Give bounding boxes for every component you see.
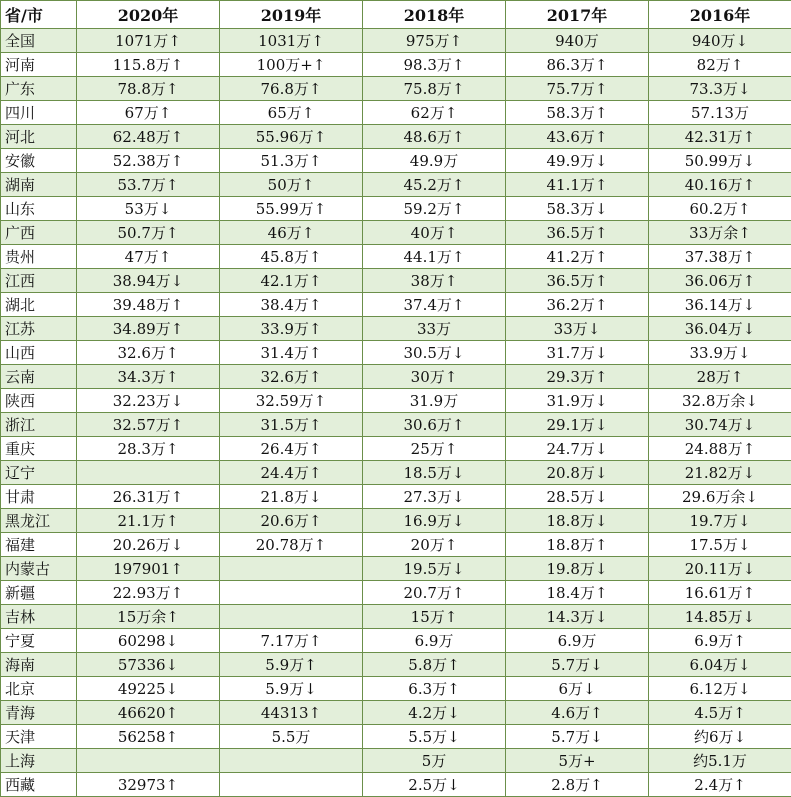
value-cell: 15万余↑ [77, 605, 220, 629]
value-cell: 86.3万↑ [506, 53, 649, 77]
header-year: 2018年 [363, 1, 506, 29]
value-cell: 32.6万↑ [77, 341, 220, 365]
value-cell: 52.38万↑ [77, 149, 220, 173]
value-cell: 29.1万↓ [506, 413, 649, 437]
value-cell: 32.57万↑ [77, 413, 220, 437]
value-cell: 940万 [506, 29, 649, 53]
value-cell: 6.9万 [506, 629, 649, 653]
value-cell: 53.7万↑ [77, 173, 220, 197]
value-cell [220, 581, 363, 605]
value-cell: 18.8万↓ [506, 509, 649, 533]
value-cell: 32973↑ [77, 773, 220, 797]
table-row [1, 77, 791, 101]
province-cell: 上海 [1, 749, 77, 773]
value-cell: 5万+ [506, 749, 649, 773]
value-cell: 2.5万↓ [363, 773, 506, 797]
table-row [1, 485, 791, 509]
value-cell: 20.26万↓ [77, 533, 220, 557]
value-cell: 5.8万↑ [363, 653, 506, 677]
value-cell: 45.8万↑ [220, 245, 363, 269]
value-cell: 4.5万↑ [649, 701, 791, 725]
value-cell: 67万↑ [77, 101, 220, 125]
value-cell: 30.6万↑ [363, 413, 506, 437]
value-cell: 43.6万↑ [506, 125, 649, 149]
value-cell: 约5.1万 [649, 749, 791, 773]
value-cell: 19.5万↓ [363, 557, 506, 581]
province-cell: 吉林 [1, 605, 77, 629]
value-cell: 29.6万余↓ [649, 485, 791, 509]
value-cell: 31.5万↑ [220, 413, 363, 437]
value-cell: 82万↑ [649, 53, 791, 77]
table-row [1, 533, 791, 557]
table-row [1, 629, 791, 653]
header-province: 省/市 [1, 1, 77, 29]
value-cell: 38.94万↓ [77, 269, 220, 293]
value-cell: 33万↓ [506, 317, 649, 341]
value-cell: 37.38万↑ [649, 245, 791, 269]
value-cell: 36.06万↑ [649, 269, 791, 293]
value-cell: 19.7万↓ [649, 509, 791, 533]
table-row [1, 413, 791, 437]
value-cell: 57336↓ [77, 653, 220, 677]
value-cell: 100万+↑ [220, 53, 363, 77]
value-cell: 46620↑ [77, 701, 220, 725]
table-row [1, 317, 791, 341]
value-cell: 32.23万↓ [77, 389, 220, 413]
table-row [1, 245, 791, 269]
value-cell: 42.31万↑ [649, 125, 791, 149]
value-cell: 55.96万↑ [220, 125, 363, 149]
value-cell: 115.8万↑ [77, 53, 220, 77]
value-cell: 31.9万↓ [506, 389, 649, 413]
value-cell: 5.9万↓ [220, 677, 363, 701]
value-cell: 24.88万↑ [649, 437, 791, 461]
header-year: 2019年 [220, 1, 363, 29]
value-cell: 57.13万 [649, 101, 791, 125]
value-cell: 7.17万↑ [220, 629, 363, 653]
value-cell: 33.9万↓ [649, 341, 791, 365]
value-cell: 62.48万↑ [77, 125, 220, 149]
value-cell: 17.5万↓ [649, 533, 791, 557]
value-cell: 50万↑ [220, 173, 363, 197]
province-cell: 安徽 [1, 149, 77, 173]
value-cell: 50.7万↑ [77, 221, 220, 245]
value-cell [220, 605, 363, 629]
province-cell: 河北 [1, 125, 77, 149]
value-cell: 21.82万↓ [649, 461, 791, 485]
value-cell: 4.2万↓ [363, 701, 506, 725]
table-row [1, 677, 791, 701]
table-row [1, 221, 791, 245]
value-cell: 27.3万↓ [363, 485, 506, 509]
province-cell: 青海 [1, 701, 77, 725]
value-cell: 65万↑ [220, 101, 363, 125]
value-cell: 15万↑ [363, 605, 506, 629]
province-cell: 内蒙古 [1, 557, 77, 581]
province-cell: 河南 [1, 53, 77, 77]
value-cell: 36.14万↓ [649, 293, 791, 317]
value-cell: 2.8万↑ [506, 773, 649, 797]
value-cell: 60298↓ [77, 629, 220, 653]
value-cell: 34.89万↑ [77, 317, 220, 341]
value-cell: 58.3万↑ [506, 101, 649, 125]
header-row [1, 1, 791, 29]
value-cell: 20.11万↓ [649, 557, 791, 581]
value-cell: 4.6万↑ [506, 701, 649, 725]
value-cell: 60.2万↑ [649, 197, 791, 221]
value-cell: 78.8万↑ [77, 77, 220, 101]
value-cell: 56258↑ [77, 725, 220, 749]
value-cell: 31.9万 [363, 389, 506, 413]
value-cell: 5.7万↓ [506, 653, 649, 677]
value-cell: 36.5万↑ [506, 221, 649, 245]
value-cell: 50.99万↓ [649, 149, 791, 173]
province-cell: 江西 [1, 269, 77, 293]
value-cell: 48.6万↑ [363, 125, 506, 149]
value-cell: 6.3万↑ [363, 677, 506, 701]
value-cell: 44.1万↑ [363, 245, 506, 269]
province-cell: 广西 [1, 221, 77, 245]
value-cell: 30万↑ [363, 365, 506, 389]
value-cell: 49225↓ [77, 677, 220, 701]
table-row [1, 509, 791, 533]
value-cell: 24.7万↓ [506, 437, 649, 461]
value-cell: 28.3万↑ [77, 437, 220, 461]
province-cell: 福建 [1, 533, 77, 557]
province-cell: 贵州 [1, 245, 77, 269]
value-cell: 36.04万↓ [649, 317, 791, 341]
value-cell: 975万↑ [363, 29, 506, 53]
table-body [1, 29, 791, 797]
value-cell: 59.2万↑ [363, 197, 506, 221]
value-cell: 28.5万↓ [506, 485, 649, 509]
table-row [1, 173, 791, 197]
value-cell [220, 749, 363, 773]
province-cell: 黑龙江 [1, 509, 77, 533]
value-cell: 20.6万↑ [220, 509, 363, 533]
value-cell [77, 749, 220, 773]
value-cell: 51.3万↑ [220, 149, 363, 173]
value-cell: 20.7万↑ [363, 581, 506, 605]
value-cell: 33万 [363, 317, 506, 341]
province-cell: 陕西 [1, 389, 77, 413]
value-cell: 940万↓ [649, 29, 791, 53]
value-cell: 19.8万↓ [506, 557, 649, 581]
province-cell: 天津 [1, 725, 77, 749]
value-cell: 44313↑ [220, 701, 363, 725]
value-cell: 45.2万↑ [363, 173, 506, 197]
value-cell: 53万↓ [77, 197, 220, 221]
value-cell: 6.04万↓ [649, 653, 791, 677]
value-cell: 40万↑ [363, 221, 506, 245]
table-row [1, 461, 791, 485]
table-row [1, 773, 791, 797]
province-cell: 北京 [1, 677, 77, 701]
value-cell: 36.5万↑ [506, 269, 649, 293]
table-row [1, 149, 791, 173]
value-cell: 47万↑ [77, 245, 220, 269]
value-cell: 14.3万↓ [506, 605, 649, 629]
table-row [1, 557, 791, 581]
value-cell: 5.5万↓ [363, 725, 506, 749]
table-row [1, 389, 791, 413]
province-cell: 湖南 [1, 173, 77, 197]
value-cell: 30.74万↓ [649, 413, 791, 437]
province-cell: 辽宁 [1, 461, 77, 485]
value-cell: 18.4万↑ [506, 581, 649, 605]
value-cell: 33万余↑ [649, 221, 791, 245]
value-cell: 73.3万↓ [649, 77, 791, 101]
province-cell: 江苏 [1, 317, 77, 341]
table-row [1, 365, 791, 389]
value-cell: 42.1万↑ [220, 269, 363, 293]
value-cell: 39.48万↑ [77, 293, 220, 317]
table-row [1, 29, 791, 53]
value-cell: 6.12万↓ [649, 677, 791, 701]
value-cell: 37.4万↑ [363, 293, 506, 317]
value-cell: 14.85万↓ [649, 605, 791, 629]
value-cell: 20.8万↓ [506, 461, 649, 485]
value-cell: 21.8万↓ [220, 485, 363, 509]
value-cell [220, 557, 363, 581]
table-row [1, 749, 791, 773]
value-cell: 30.5万↓ [363, 341, 506, 365]
table-row [1, 125, 791, 149]
value-cell: 6万↓ [506, 677, 649, 701]
value-cell: 40.16万↑ [649, 173, 791, 197]
province-cell: 海南 [1, 653, 77, 677]
province-cell: 山东 [1, 197, 77, 221]
table-row [1, 101, 791, 125]
table-row [1, 269, 791, 293]
value-cell: 29.3万↑ [506, 365, 649, 389]
table-row [1, 701, 791, 725]
value-cell: 31.7万↓ [506, 341, 649, 365]
table-row [1, 437, 791, 461]
value-cell: 21.1万↑ [77, 509, 220, 533]
value-cell: 约6万↓ [649, 725, 791, 749]
header-year: 2016年 [649, 1, 791, 29]
value-cell: 6.9万↑ [649, 629, 791, 653]
value-cell [220, 773, 363, 797]
value-cell: 5万 [363, 749, 506, 773]
value-cell: 5.7万↓ [506, 725, 649, 749]
value-cell: 20万↑ [363, 533, 506, 557]
value-cell: 41.2万↑ [506, 245, 649, 269]
province-cell: 四川 [1, 101, 77, 125]
table-row [1, 293, 791, 317]
province-cell: 甘肃 [1, 485, 77, 509]
header-year: 2017年 [506, 1, 649, 29]
value-cell: 197901↑ [77, 557, 220, 581]
value-cell: 22.93万↑ [77, 581, 220, 605]
province-cell: 全国 [1, 29, 77, 53]
value-cell: 1071万↑ [77, 29, 220, 53]
province-cell: 重庆 [1, 437, 77, 461]
value-cell: 98.3万↑ [363, 53, 506, 77]
value-cell: 26.31万↑ [77, 485, 220, 509]
value-cell: 46万↑ [220, 221, 363, 245]
value-cell: 1031万↑ [220, 29, 363, 53]
province-cell: 云南 [1, 365, 77, 389]
value-cell: 2.4万↑ [649, 773, 791, 797]
value-cell: 25万↑ [363, 437, 506, 461]
value-cell: 6.9万 [363, 629, 506, 653]
value-cell: 32.6万↑ [220, 365, 363, 389]
province-cell: 新疆 [1, 581, 77, 605]
value-cell: 76.8万↑ [220, 77, 363, 101]
table-row [1, 653, 791, 677]
value-cell: 75.7万↑ [506, 77, 649, 101]
header-year: 2020年 [77, 1, 220, 29]
value-cell: 58.3万↓ [506, 197, 649, 221]
value-cell: 16.9万↓ [363, 509, 506, 533]
table-row [1, 725, 791, 749]
province-cell: 西藏 [1, 773, 77, 797]
value-cell: 18.5万↓ [363, 461, 506, 485]
table-row [1, 53, 791, 77]
value-cell: 49.9万 [363, 149, 506, 173]
province-cell: 湖北 [1, 293, 77, 317]
table-row [1, 197, 791, 221]
value-cell: 5.9万↑ [220, 653, 363, 677]
province-cell: 浙江 [1, 413, 77, 437]
value-cell: 26.4万↑ [220, 437, 363, 461]
value-cell: 38万↑ [363, 269, 506, 293]
table-row [1, 605, 791, 629]
value-cell: 16.61万↑ [649, 581, 791, 605]
value-cell: 32.59万↑ [220, 389, 363, 413]
province-cell: 广东 [1, 77, 77, 101]
province-cell: 山西 [1, 341, 77, 365]
value-cell [77, 461, 220, 485]
value-cell: 75.8万↑ [363, 77, 506, 101]
value-cell: 62万↑ [363, 101, 506, 125]
value-cell: 18.8万↑ [506, 533, 649, 557]
value-cell: 20.78万↑ [220, 533, 363, 557]
value-cell: 41.1万↑ [506, 173, 649, 197]
value-cell: 49.9万↓ [506, 149, 649, 173]
value-cell: 55.99万↑ [220, 197, 363, 221]
value-cell: 24.4万↑ [220, 461, 363, 485]
table-row [1, 581, 791, 605]
value-cell: 34.3万↑ [77, 365, 220, 389]
value-cell: 32.8万余↓ [649, 389, 791, 413]
value-cell: 5.5万 [220, 725, 363, 749]
province-cell: 宁夏 [1, 629, 77, 653]
value-cell: 33.9万↑ [220, 317, 363, 341]
value-cell: 31.4万↑ [220, 341, 363, 365]
value-cell: 36.2万↑ [506, 293, 649, 317]
value-cell: 28万↑ [649, 365, 791, 389]
value-cell: 38.4万↑ [220, 293, 363, 317]
table-row [1, 341, 791, 365]
